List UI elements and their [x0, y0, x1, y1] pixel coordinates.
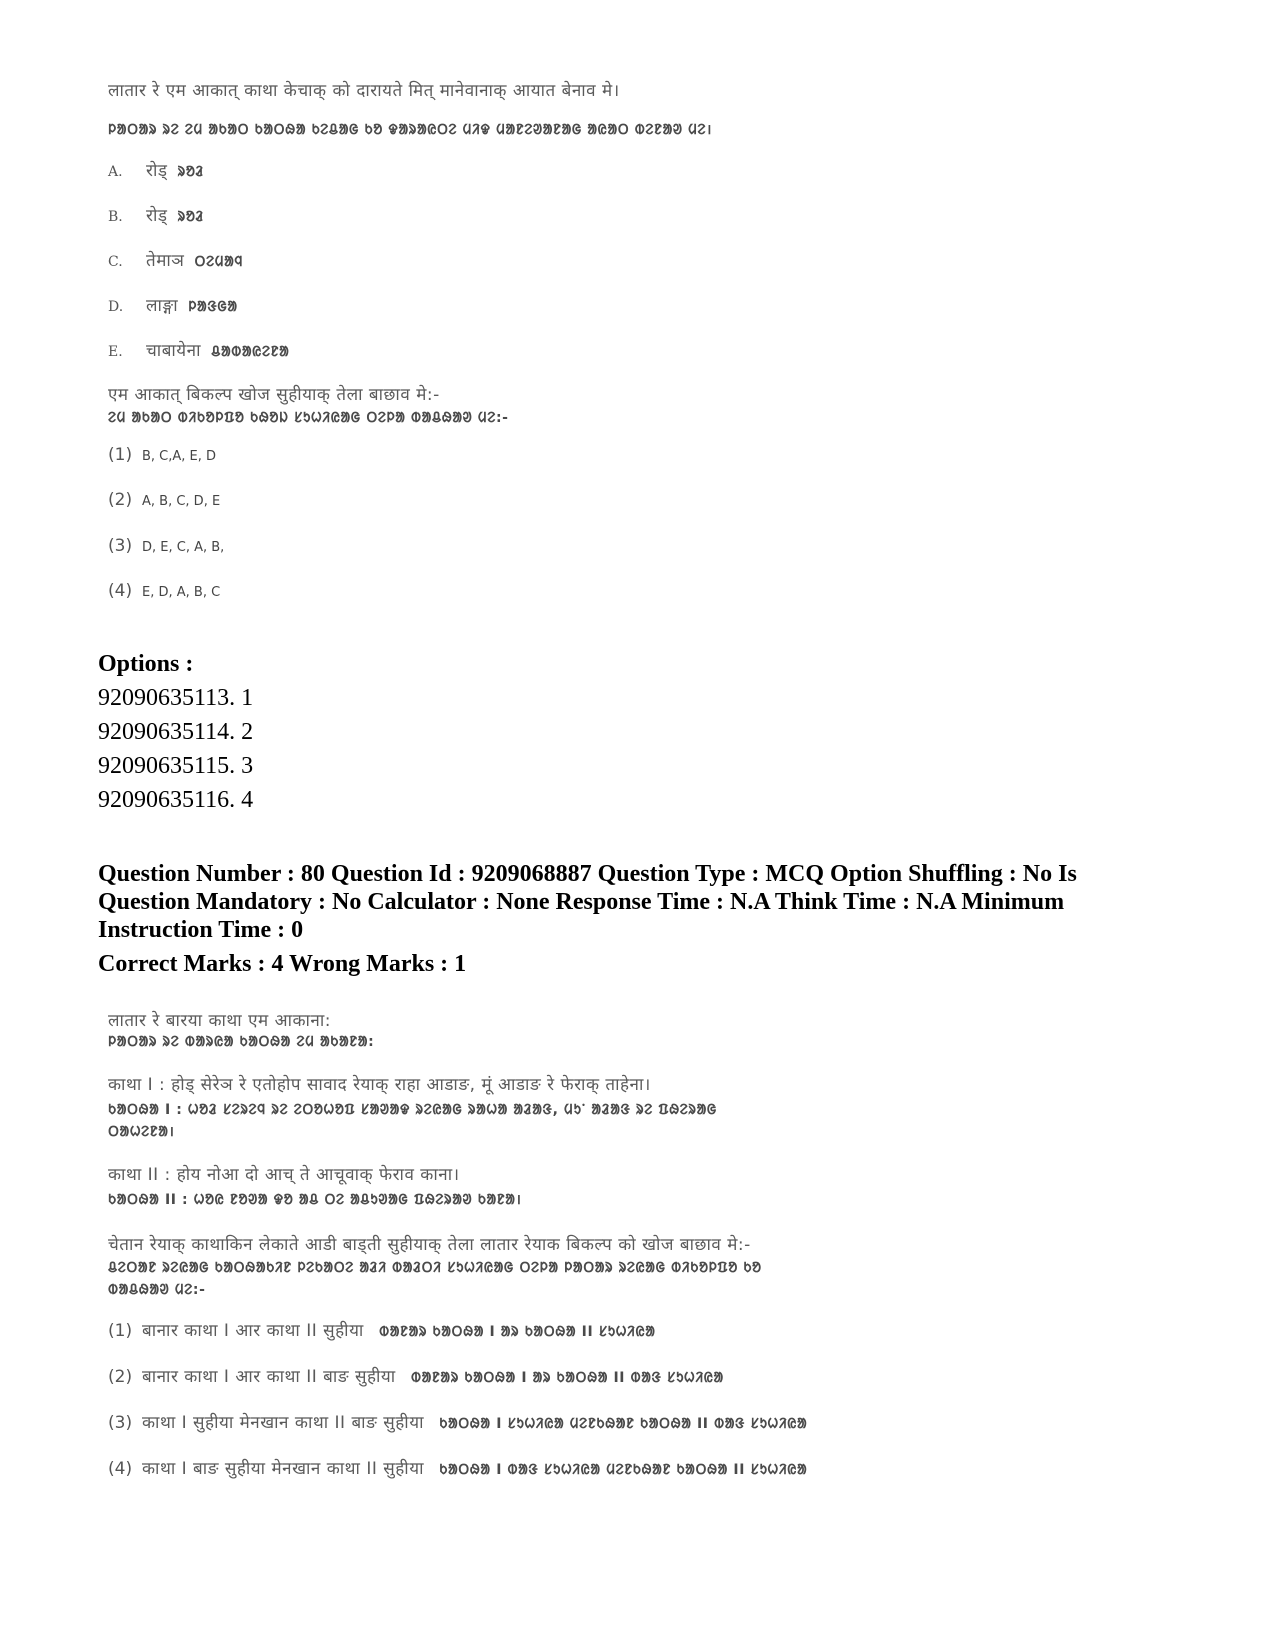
item-hindi: रोड्	[146, 206, 168, 226]
q80-intro-olchiki: ᱞᱟᱛᱟᱨ ᱨᱮ ᱵᱟᱨᱭᱟ ᱠᱟᱛᱷᱟ ᱮᱢ ᱟᱠᱟᱱᱟ:	[108, 1034, 375, 1050]
choice-number: (4)	[108, 1459, 133, 1479]
q79-instruction-hindi: लातार रे एम आकात् काथा केचाक् को दारायते मित् मानेवानाक् आयात बेनाव मे।	[108, 81, 620, 101]
choice-value: D, E, C, A, B,	[142, 540, 225, 555]
q79-item-c	[108, 248, 243, 271]
q80-choice-3	[108, 1410, 807, 1433]
q80-meta-line-1: Question Number : 80 Question Id : 9209068887 Question Type : MCQ Option Shuffling : No Is	[98, 861, 1077, 887]
options-label: Options :	[98, 651, 194, 677]
q80-scan-block	[108, 1000, 1108, 1520]
choice-olchiki: ᱵᱟᱱᱟᱨ ᱠᱟᱛᱷᱟ I ᱟᱨ ᱠᱟᱛᱷᱟ II ᱵᱟᱝ ᱥᱩᱦᱤᱭᱟ	[410, 1370, 724, 1386]
q80-choice-2	[108, 1364, 724, 1387]
choice-number: (3)	[108, 536, 133, 556]
item-letter: D.	[108, 299, 124, 315]
q79-item-b	[108, 203, 204, 226]
item-hindi: रोड्	[146, 161, 168, 181]
q79-item-a	[108, 158, 204, 181]
option-2[interactable]: 92090635114. 2	[98, 719, 254, 745]
choice-number: (4)	[108, 581, 133, 601]
q80-meta-line-2: Question Mandatory : No Calculator : None Response Time : N.A Think Time : N.A Minimum	[98, 889, 1065, 915]
choice-number: (3)	[108, 1413, 133, 1433]
choice-hindi: काथा I बाङ सुहीया मेनखान काथा II सुहीया	[142, 1459, 424, 1479]
choice-value: E, D, A, B, C	[142, 585, 221, 600]
item-olchiki: ᱞᱟᱝᱜᱟ	[188, 299, 238, 315]
option-4[interactable]: 92090635116. 4	[98, 787, 254, 813]
item-letter: B.	[108, 209, 123, 225]
choice-number: (2)	[108, 1367, 133, 1387]
item-olchiki: ᱨᱚᱲ	[177, 164, 205, 180]
choice-number: (1)	[108, 445, 133, 465]
option-1[interactable]: 92090635113. 1	[98, 685, 254, 711]
choice-hindi: काथा I सुहीया मेनखान काथा II बाङ सुहीया	[142, 1413, 424, 1433]
choice-olchiki: ᱵᱟᱱᱟᱨ ᱠᱟᱛᱷᱟ I ᱟᱨ ᱠᱟᱛᱷᱟ II ᱥᱩᱦᱤᱭᱟ	[379, 1324, 656, 1340]
q80-intro-hindi: लातार रे बारया काथा एम आकाना:	[108, 1011, 331, 1031]
choice-number: (1)	[108, 1321, 133, 1341]
choice-olchiki: ᱠᱟᱛᱷᱟ I ᱵᱟᱝ ᱥᱩᱦᱤᱭᱟ ᱢᱮᱱᱠᱷᱟᱱ ᱠᱟᱛᱷᱟ II ᱥᱩᱦᱤᱭᱟ	[439, 1462, 808, 1478]
q80-prompt-olchiki-cont: ᱵᱟᱪᱷᱟᱣ ᱢᱮ:-	[108, 1282, 206, 1298]
item-hindi: तेमाञ	[146, 251, 185, 271]
q80-statement1-hindi: काथा I : होड् सेरेञ रे एतोहोप सावाद रेयाक् राहा आडाङ, मूं आडाङ रे फेराक् ताहेना।	[108, 1075, 651, 1095]
item-hindi: लाङ्गा	[146, 296, 179, 316]
item-letter: A.	[108, 164, 123, 180]
q80-prompt-hindi: चेतान रेयाक् काथाकिन लेकाते आडी बाड्ती सुहीयाक् तेला लातार रेयाक बिकल्प को खोज बाछाव मे:-	[108, 1235, 751, 1255]
q79-choice-4	[108, 581, 220, 601]
choice-hindi: बानार काथा I आर काथा II सुहीया	[142, 1321, 364, 1341]
item-letter: E.	[108, 344, 123, 360]
q79-instruction-olchiki: ᱞᱟᱛᱟᱨ ᱨᱮ ᱮᱢ ᱟᱠᱟᱛ ᱠᱟᱛᱷᱟ ᱠᱮᱪᱟᱜ ᱠᱚ ᱫᱟᱨᱟᱭᱛᱮ ᱢᱤᱫ ᱢᱟᱱᱮᱣᱟᱱᱟᱜ ᱟᱭᱟᱛ ᱵᱮᱱᱟᱣ ᱢᱮ।	[108, 122, 713, 138]
item-hindi: चाबायेना	[146, 341, 202, 361]
q79-choice-1	[108, 445, 216, 465]
q79-prompt-olchiki: ᱮᱢ ᱟᱠᱟᱛ ᱵᱤᱠᱚᱞᱯᱚ ᱠᱷᱚᱡ ᱥᱩᱦᱤᱭᱟᱜ ᱛᱮᱞᱟ ᱵᱟᱪᱷᱟᱣ ᱢᱮ:-	[108, 410, 509, 426]
q80-choice-1	[108, 1318, 656, 1341]
q80-statement2-olchiki: ᱠᱟᱛᱷᱟ II : ᱦᱚᱭ ᱱᱚᱣᱟ ᱫᱚ ᱟᱪ ᱛᱮ ᱟᱪᱩᱣᱟᱜ ᱯᱷᱮᱨᱟᱣ ᱠᱟᱱᱟ।	[108, 1192, 522, 1208]
q79-scan-block	[108, 70, 1108, 630]
q79-choice-3	[108, 536, 224, 556]
q80-choice-4	[108, 1456, 807, 1479]
choice-value: B, C,A, E, D	[142, 449, 217, 464]
item-olchiki: ᱨᱚᱲ	[177, 209, 205, 225]
choice-number: (2)	[108, 490, 133, 510]
q79-options-section	[98, 650, 253, 814]
q80-prompt-olchiki: ᱪᱮᱛᱟᱱ ᱨᱮᱭᱟᱜ ᱠᱟᱛᱷᱟᱠᱤᱱ ᱞᱮᱠᱟᱛᱮ ᱟᱲᱤ ᱵᱟᱲᱛᱤ ᱥᱩᱦᱤᱭᱟᱜ ᱛᱮᱞᱟ ᱞᱟᱛᱟᱨ ᱨᱮᱭᱟᱜ ᱵᱤᱠᱚᱞᱯᱚ ᱠᱚ	[108, 1260, 762, 1276]
q80-statement1-olchiki-cont: ᱛᱟᱦᱮᱱᱟ।	[108, 1124, 175, 1140]
q79-item-d	[108, 293, 238, 316]
choice-value: A, B, C, D, E	[142, 494, 221, 509]
q80-marks: Correct Marks : 4 Wrong Marks : 1	[98, 951, 467, 977]
q80-meta	[98, 860, 1077, 978]
q80-meta-line-3: Instruction Time : 0	[98, 917, 304, 943]
q79-item-e	[108, 338, 289, 361]
choice-olchiki: ᱠᱟᱛᱷᱟ I ᱥᱩᱦᱤᱭᱟ ᱢᱮᱱᱠᱷᱟᱱ ᱠᱟᱛᱷᱟ II ᱵᱟᱝ ᱥᱩᱦᱤᱭᱟ	[439, 1416, 808, 1432]
q79-choice-2	[108, 490, 220, 510]
q80-statement1-olchiki: ᱠᱟᱛᱷᱟ I : ᱦᱚᱲ ᱥᱮᱨᱮᱧ ᱨᱮ ᱮᱛᱚᱦᱚᱯ ᱥᱟᱣᱟᱫ ᱨᱮᱭᱟᱜ ᱨᱟᱦᱟ ᱟᱲᱟᱝ, ᱢᱩᱸ ᱟᱲᱟᱝ ᱨᱮ ᱯᱷᱮᱨᱟᱜ	[108, 1102, 717, 1118]
choice-hindi: बानार काथा I आर काथा II बाङ सुहीया	[142, 1367, 396, 1387]
option-3[interactable]: 92090635115. 3	[98, 753, 254, 779]
item-letter: C.	[108, 254, 123, 270]
item-olchiki: ᱪᱟᱵᱟᱭᱮᱱᱟ	[211, 344, 290, 360]
item-olchiki: ᱛᱮᱢᱟᱧ	[194, 254, 244, 270]
q79-prompt-hindi: एम आकात् बिकल्प खोज सुहीयाक् तेला बाछाव मे:-	[108, 385, 440, 405]
q80-statement2-hindi: काथा II : होय नोआ दो आच् ते आचूवाक् फेराव काना।	[108, 1165, 460, 1185]
